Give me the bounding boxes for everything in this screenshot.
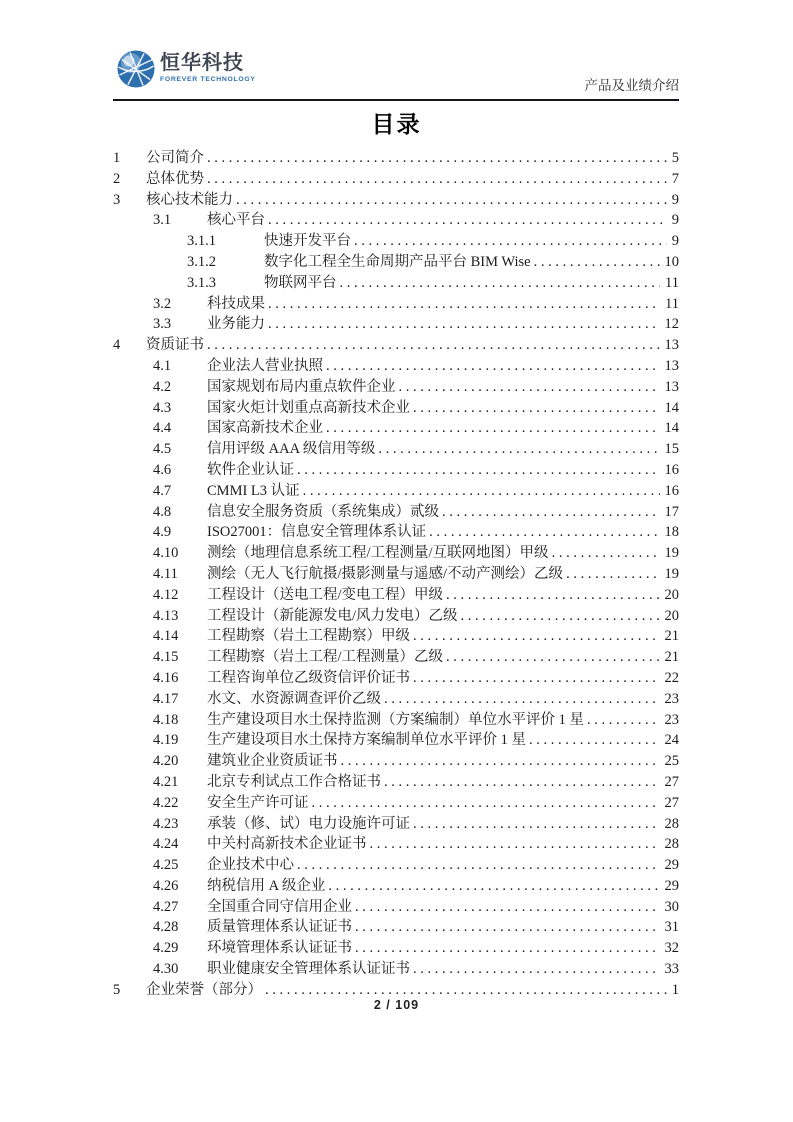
toc-entry-label: 企业荣誉（部分） xyxy=(146,981,262,998)
toc-entry-page: 23 xyxy=(664,690,679,707)
toc-entry-page: 20 xyxy=(664,607,679,624)
toc-entry-page: 11 xyxy=(665,274,679,291)
toc-entry-label: ISO27001：信息安全管理体系认证 xyxy=(207,524,427,541)
toc-leader-dots xyxy=(204,171,667,188)
toc-entry-number: 3.3 xyxy=(153,316,172,333)
toc-entry-label: 工程设计（新能源发电/风力发电）乙级 xyxy=(207,607,458,624)
toc-entry-number: 4.24 xyxy=(153,836,179,853)
toc-entry[interactable] xyxy=(113,666,679,687)
toc-entry-label: 工程咨询单位乙级资信评价证书 xyxy=(207,669,410,686)
toc-entry-page: 24 xyxy=(664,732,679,749)
toc-entry-label: 信用评级 AAA 级信用等级 xyxy=(207,441,376,458)
toc-entry-number: 4.26 xyxy=(153,877,179,894)
toc-entry-label: 承装（修、试）电力设施许可证 xyxy=(207,815,410,832)
toc-entry-number: 4.11 xyxy=(153,565,178,582)
toc-leader-dots xyxy=(584,712,660,729)
toc-entry-page: 28 xyxy=(664,815,679,832)
toc-entry-page: 33 xyxy=(664,961,679,978)
toc-leader-dots xyxy=(323,358,660,375)
toc-entry-label: 核心平台 xyxy=(207,212,265,229)
toc-entry-page: 30 xyxy=(664,898,679,915)
toc-entry[interactable] xyxy=(113,312,679,333)
toc-entry[interactable] xyxy=(113,915,679,936)
page-number-indicator: 2 / 109 xyxy=(373,998,420,1012)
toc-entry-number: 3 xyxy=(113,191,121,208)
toc-leader-dots xyxy=(337,275,661,292)
toc-leader-dots xyxy=(294,462,660,479)
toc-entry-number: 4.19 xyxy=(153,732,179,749)
toc-entry-label: 职业健康安全管理体系认证证书 xyxy=(207,961,410,978)
toc-leader-dots xyxy=(410,670,660,687)
toc-entry[interactable] xyxy=(113,645,679,666)
toc-entry-page: 31 xyxy=(664,919,679,936)
toc-entry[interactable] xyxy=(113,728,679,749)
toc-entry[interactable] xyxy=(113,853,679,874)
toc-entry-page: 25 xyxy=(664,753,679,770)
toc-leader-dots xyxy=(204,337,660,354)
toc-entry-number: 2 xyxy=(113,170,121,187)
toc-entry[interactable] xyxy=(113,936,679,957)
toc-leader-dots xyxy=(265,316,660,333)
toc-entry-page: 12 xyxy=(664,316,679,333)
toc-entry-label: 纳税信用 A 级企业 xyxy=(207,877,326,894)
toc-entry[interactable] xyxy=(113,770,679,791)
toc-entry[interactable] xyxy=(113,583,679,604)
toc-entry-page: 14 xyxy=(664,420,679,437)
brand-name-cn: 恒华科技 xyxy=(160,52,244,74)
toc-entry[interactable] xyxy=(113,375,679,396)
toc-leader-dots xyxy=(443,587,659,604)
toc-leader-dots xyxy=(204,150,667,167)
toc-entry-page: 16 xyxy=(664,461,679,478)
toc-leader-dots xyxy=(262,982,667,999)
toc-entry-label: 业务能力 xyxy=(207,316,265,333)
toc-entry-page: 20 xyxy=(664,586,679,603)
toc-entry[interactable] xyxy=(113,749,679,770)
toc-entry-label: 工程勘察（岩土工程勘察）甲级 xyxy=(207,628,410,645)
toc-entry-number: 4.20 xyxy=(153,753,179,770)
toc-leader-dots xyxy=(439,504,660,521)
toc-leader-dots xyxy=(351,233,667,250)
toc-entry[interactable] xyxy=(113,458,679,479)
toc-entry[interactable] xyxy=(113,604,679,625)
toc-entry-page: 13 xyxy=(664,337,679,354)
toc-entry[interactable] xyxy=(113,520,679,541)
toc-entry-label: 测绘（无人飞行航摄/摄影测量与遥感/不动产测绘）乙级 xyxy=(207,565,564,582)
toc-entry-number: 4.23 xyxy=(153,815,179,832)
toc-leader-dots xyxy=(300,483,660,500)
toc-leader-dots xyxy=(396,379,660,396)
toc-entry[interactable] xyxy=(113,271,679,292)
toc-entry[interactable] xyxy=(113,208,679,229)
toc-leader-dots xyxy=(265,296,660,313)
toc-entry[interactable] xyxy=(113,250,679,271)
toc-entry-page: 14 xyxy=(664,399,679,416)
toc-leader-dots xyxy=(265,212,667,229)
toc-entry-number: 4.5 xyxy=(153,441,172,458)
toc-entry-page: 21 xyxy=(664,628,679,645)
toc-entry-number: 4.1 xyxy=(153,357,172,374)
toc-entry-number: 4.9 xyxy=(153,524,172,541)
toc-entry-label: 工程勘察（岩土工程/工程测量）乙级 xyxy=(207,649,444,666)
toc-entry[interactable] xyxy=(113,188,679,209)
toc-entry-label: CMMI L3 认证 xyxy=(207,482,300,499)
toc-entry[interactable] xyxy=(113,167,679,188)
toc-entry-number: 3.2 xyxy=(153,295,172,312)
toc-entry[interactable] xyxy=(113,687,679,708)
toc-leader-dots xyxy=(426,524,659,541)
toc-leader-dots xyxy=(443,649,659,666)
toc-entry-label: 国家规划布局内重点软件企业 xyxy=(207,378,396,395)
toc-entry-page: 19 xyxy=(664,565,679,582)
toc-entry-label: 测绘（地理信息系统工程/工程测量/互联网地图）甲级 xyxy=(207,545,549,562)
toc-entry-label: 信息安全服务资质（系统集成）贰级 xyxy=(207,503,439,520)
toc-entry-page: 29 xyxy=(664,877,679,894)
toc-entry-number: 4.16 xyxy=(153,669,179,686)
toc-entry-page: 9 xyxy=(671,212,679,229)
toc-entry-label: 总体优势 xyxy=(146,170,204,187)
toc-leader-dots xyxy=(410,961,660,978)
toc-entry[interactable] xyxy=(113,479,679,500)
toc-entry[interactable] xyxy=(113,624,679,645)
toc-entry-label: 建筑业企业资质证书 xyxy=(207,753,338,770)
toc-entry[interactable] xyxy=(113,146,679,167)
toc-entry[interactable] xyxy=(113,500,679,521)
toc-entry-label: 国家高新技术企业 xyxy=(207,420,323,437)
toc-entry-page: 27 xyxy=(664,794,679,811)
toc-entry-page: 32 xyxy=(664,940,679,957)
toc-entry[interactable] xyxy=(113,229,679,250)
brand-name-en: FOREVER TECHNOLOGY xyxy=(160,76,256,83)
toc-entry-page: 27 xyxy=(664,773,679,790)
toc-entry[interactable] xyxy=(113,978,679,999)
toc-entry-label: 数字化工程全生命周期产品平台 BIM Wise xyxy=(264,253,531,270)
toc-entry-label: 快速开发平台 xyxy=(264,233,351,250)
toc-entry-label: 软件企业认证 xyxy=(207,461,294,478)
toc-entry-page: 17 xyxy=(664,503,679,520)
toc-entry-number: 4.12 xyxy=(153,586,179,603)
toc-entry[interactable] xyxy=(113,562,679,583)
toc-entry[interactable] xyxy=(113,957,679,978)
toc-leader-dots xyxy=(410,628,660,645)
toc-entry-number: 4 xyxy=(113,337,121,354)
toc-entry[interactable] xyxy=(113,437,679,458)
toc-entry-label: 生产建设项目水土保持方案编制单位水平评价 1 星 xyxy=(207,732,526,749)
toc-leader-dots xyxy=(352,919,660,936)
toc-entry[interactable] xyxy=(113,292,679,313)
toc-entry-page: 28 xyxy=(664,836,679,853)
toc-entry-page: 5 xyxy=(671,150,679,166)
page-title: 目录 xyxy=(371,112,422,137)
toc-leader-dots xyxy=(549,545,660,562)
toc-leader-dots xyxy=(367,836,660,853)
toc-entry-page: 23 xyxy=(664,711,679,728)
toc-entry-number: 5 xyxy=(113,981,121,998)
toc-leader-dots xyxy=(325,878,659,895)
toc-entry-number: 4.3 xyxy=(153,399,172,416)
toc-entry-number: 4.10 xyxy=(153,545,179,562)
toc-entry-number: 4.22 xyxy=(153,794,179,811)
toc-entry-number: 4.7 xyxy=(153,482,172,499)
toc-entry-label: 企业法人营业执照 xyxy=(207,357,323,374)
toc-leader-dots xyxy=(458,608,660,625)
toc-leader-dots xyxy=(375,441,659,458)
toc-entry-label: 中关村高新技术企业证书 xyxy=(207,836,367,853)
toc-leader-dots xyxy=(526,732,660,749)
toc-leader-dots xyxy=(410,400,660,417)
toc-entry-label: 资质证书 xyxy=(146,337,204,354)
toc-entry[interactable] xyxy=(113,791,679,812)
toc-entry[interactable] xyxy=(113,333,679,354)
toc-leader-dots xyxy=(381,691,660,708)
toc-entry[interactable] xyxy=(113,416,679,437)
toc-entry-number: 4.15 xyxy=(153,649,179,666)
toc-entry-page: 9 xyxy=(671,191,679,208)
toc-entry-page: 18 xyxy=(664,524,679,541)
toc-entry-number: 4.25 xyxy=(153,857,179,874)
toc-entry-number: 3.1 xyxy=(153,212,172,229)
toc-entry[interactable] xyxy=(113,895,679,916)
toc-leader-dots xyxy=(381,774,660,791)
toc-leader-dots xyxy=(294,857,660,874)
toc-leader-dots xyxy=(352,940,660,957)
toc-entry[interactable] xyxy=(113,812,679,833)
toc-entry-page: 29 xyxy=(664,857,679,874)
header-rule xyxy=(113,99,679,101)
toc-entry-page: 22 xyxy=(664,669,679,686)
toc-entry-page: 10 xyxy=(664,253,679,270)
toc-entry-number: 4.4 xyxy=(153,420,172,437)
toc-entry-page: 7 xyxy=(671,170,679,187)
toc-entry-number: 3.1.1 xyxy=(187,233,216,250)
toc-entry-label: 企业技术中心 xyxy=(207,857,294,874)
toc-entry-label: 北京专利试点工作合格证书 xyxy=(207,773,381,790)
toc-entry-number: 4.14 xyxy=(153,628,179,645)
toc-entry-page: 13 xyxy=(664,357,679,374)
toc-leader-dots xyxy=(410,816,660,833)
document-label: 产品及业绩介绍 xyxy=(584,78,679,93)
toc-entry-number: 4.30 xyxy=(153,961,179,978)
toc-entry-label: 物联网平台 xyxy=(264,274,337,291)
toc-entry-number: 4.18 xyxy=(153,711,179,728)
toc-entry-page: 21 xyxy=(664,649,679,666)
toc-entry-label: 全国重合同守信用企业 xyxy=(207,898,352,915)
toc-entry[interactable] xyxy=(113,874,679,895)
toc-entry[interactable] xyxy=(113,708,679,729)
toc-leader-dots xyxy=(352,899,660,916)
toc-entry-page: 13 xyxy=(664,378,679,395)
toc-entry-label: 核心技术能力 xyxy=(146,191,233,208)
toc-entry-page: 11 xyxy=(665,295,679,312)
toc-leader-dots xyxy=(233,192,667,209)
toc-entry-label: 生产建设项目水土保持监测（方案编制）单位水平评价 1 星 xyxy=(207,711,584,728)
toc-entry-page: 9 xyxy=(671,233,679,250)
toc-entry-label: 国家火炬计划重点高新技术企业 xyxy=(207,399,410,416)
toc-entry-label: 安全生产许可证 xyxy=(207,794,309,811)
toc-entry[interactable] xyxy=(113,396,679,417)
toc-entry[interactable] xyxy=(113,354,679,375)
toc-leader-dots xyxy=(323,420,660,437)
toc-entry-label: 质量管理体系认证证书 xyxy=(207,919,352,936)
toc-entry-label: 环境管理体系认证证书 xyxy=(207,940,352,957)
toc-entry-number: 4.17 xyxy=(153,690,179,707)
toc-leader-dots xyxy=(563,566,659,583)
toc-entry-number: 1 xyxy=(113,150,121,166)
toc-entry-number: 4.21 xyxy=(153,773,179,790)
toc-entry-label: 科技成果 xyxy=(207,295,265,312)
toc-entry-page: 16 xyxy=(664,482,679,499)
toc-entry-label: 公司简介 xyxy=(146,150,204,166)
toc-entry-page: 1 xyxy=(671,981,679,998)
company-logo xyxy=(117,50,256,88)
toc-leader-dots xyxy=(338,753,660,770)
toc-entry-number: 4.6 xyxy=(153,461,172,478)
globe-network-icon xyxy=(117,50,155,88)
toc-entry-number: 3.1.2 xyxy=(187,253,216,270)
toc-list xyxy=(113,146,679,999)
toc-leader-dots xyxy=(531,254,660,271)
toc-entry-number: 4.29 xyxy=(153,940,179,957)
toc-entry-number: 4.28 xyxy=(153,919,179,936)
toc-entry-page: 15 xyxy=(664,441,679,458)
toc-entry-label: 水文、水资源调查评价乙级 xyxy=(207,690,381,707)
toc-entry-page: 19 xyxy=(664,545,679,562)
toc-entry-number: 4.8 xyxy=(153,503,172,520)
toc-entry[interactable] xyxy=(113,832,679,853)
toc-entry-label: 工程设计（送电工程/变电工程）甲级 xyxy=(207,586,444,603)
toc-entry-number: 3.1.3 xyxy=(187,274,216,291)
toc-entry[interactable] xyxy=(113,541,679,562)
toc-entry-number: 4.2 xyxy=(153,378,172,395)
toc-entry-number: 4.27 xyxy=(153,898,179,915)
brand-text xyxy=(160,52,256,83)
toc-leader-dots xyxy=(309,795,660,812)
toc-entry-number: 4.13 xyxy=(153,607,179,624)
